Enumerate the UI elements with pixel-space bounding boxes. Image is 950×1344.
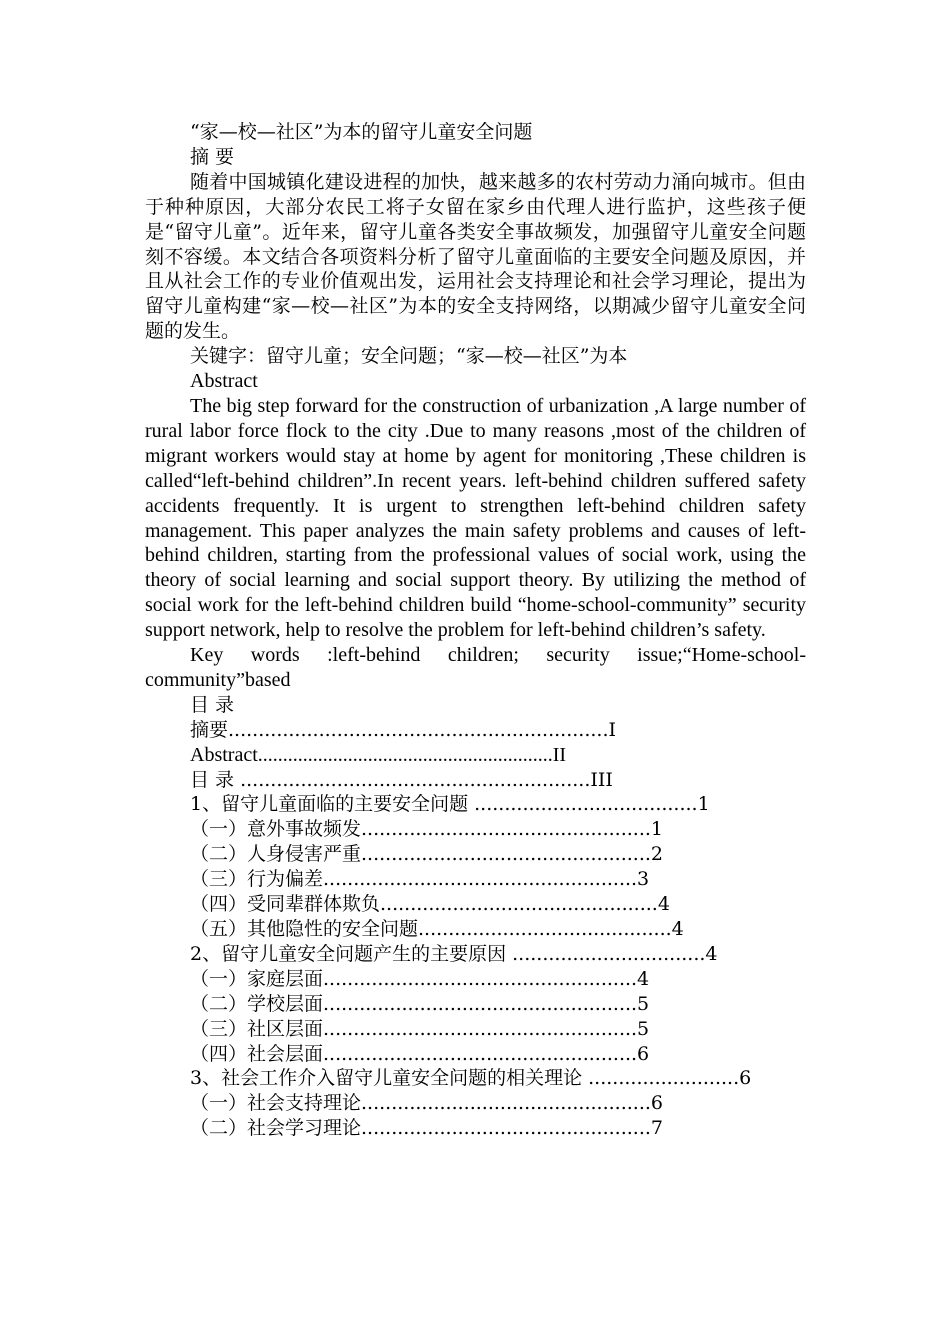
abstract-en-body: The big step forward for the construction of urbanization ,A large number of rural labor force flock to the city .Due to many reasons ,most of the children of migrant workers would stay at home by agent for monitoring ,These children is called“left-behind children”.In recent years. left-behind children suffered safety accidents frequently. It is urgent to strengthen left-behind children safety management. This paper analyzes the main safety problems and causes of left-behind children, starting from the professional values of social work, using the theory of social learning and social support theory. By utilizing the method of social work for the left-behind children build “home-school-community” security support network, help to resolve the problem for left-behind children’s safety.: [145, 394, 806, 642]
paper-title: “家—校—社区”为本的留守儿童安全问题: [190, 121, 533, 143]
toc-entry: （四）受同辈群体欺负..............................................4: [190, 893, 670, 916]
toc-entry: 摘要...............................................................I: [190, 718, 616, 741]
toc-entry: （一）家庭层面....................................................4: [190, 967, 650, 990]
toc-entry: 1、留守儿童面临的主要安全问题 .....................................1: [190, 793, 710, 816]
table-of-contents: [145, 718, 806, 1141]
toc-entry: （一）社会支持理论................................................6: [190, 1092, 663, 1115]
toc-entry: 2、留守儿童安全问题产生的主要原因 ................................4: [190, 942, 718, 965]
toc-entry: （三）行为偏差....................................................3: [190, 868, 650, 891]
toc-entry: （二）社会学习理论................................................7: [190, 1117, 663, 1140]
toc-entry: （二）学校层面....................................................5: [190, 992, 650, 1015]
toc-entry: （一）意外事故频发................................................1: [190, 818, 663, 841]
abstract-cn-body: 随着中国城镇化建设进程的加快，越来越多的农村劳动力涌向城市。但由于种种原因，大部分农民工将子女留在家乡由代理人进行监护，这些孩子便是“留守儿童”。近年来，留守儿童各类安全事故频发，加强留守儿童安全问题刻不容缓。本文结合各项资料分析了留守儿童面临的主要安全问题及原因，并且从社会工作的专业价值观出发，运用社会支持理论和社会学习理论，提出为留守儿童构建“家—校—社区”为本的安全支持网络，以期减少留守儿童安全问题的发生。: [145, 170, 806, 343]
abstract-en-keywords: Key words :left-behind children; security issue;“Home-school-community”based: [145, 644, 806, 691]
toc-entry: （五）其他隐性的安全问题..........................................4: [190, 918, 684, 940]
toc-heading: 目 录: [190, 693, 235, 716]
toc-entry: （三）社区层面....................................................5: [190, 1017, 650, 1040]
abstract-en-heading: Abstract: [190, 370, 258, 393]
toc-entry: 3、社会工作介入留守儿童安全问题的相关理论 .........................6: [190, 1067, 752, 1090]
abstract-cn-heading: 摘 要: [190, 145, 235, 168]
toc-entry: 目 录 ..........................................................III: [190, 768, 613, 791]
document-page: [145, 120, 806, 1141]
abstract-cn-keywords: 关键字：留守儿童；安全问题；“家—校—社区”为本: [190, 345, 628, 368]
toc-entry: （二）人身侵害严重................................................2: [190, 843, 663, 866]
toc-entry: （四）社会层面....................................................6: [190, 1042, 650, 1065]
toc-entry: Abstract...........................................................II: [190, 743, 567, 766]
